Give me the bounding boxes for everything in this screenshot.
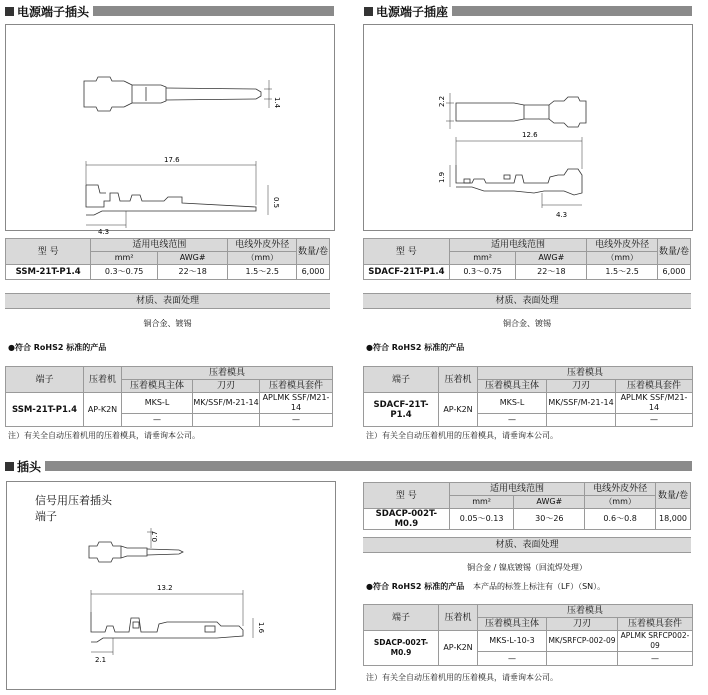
machine-value: AP-K2N: [439, 393, 478, 427]
material-header: 材质、表面处理: [363, 537, 691, 553]
spec-table-plug: [363, 482, 691, 530]
dim-base-label: 4.3: [98, 228, 110, 236]
blade-value: MK/SRFCP-002-09: [547, 631, 618, 652]
drawing-plug: [6, 481, 336, 690]
rohs-label: ●符合 RoHS2 标准的产品: [366, 343, 465, 352]
awg-value: 22～18: [516, 265, 587, 280]
col-mm2: mm²: [449, 496, 514, 509]
col-wire-range: 适用电线范围: [449, 483, 585, 496]
dim-length-label: 17.6: [164, 156, 180, 164]
rohs-line: [366, 582, 686, 592]
die-body-value: MKS-L: [478, 393, 547, 414]
blade-value: MK/SSF/M-21-14: [547, 393, 616, 414]
col-wire-range: 适用电线范围: [449, 239, 587, 252]
die-body-value: MKS-L-10-3: [478, 631, 547, 652]
col-outer-unit: （mm）: [228, 252, 297, 265]
model-value: SDACP-002T-M0.9: [364, 509, 450, 530]
dash-cell: —: [618, 652, 693, 666]
dim-side-label: 1.6: [257, 622, 265, 634]
drawing-receptacle-terminal: [363, 24, 693, 231]
col-machine: 压着机: [84, 367, 122, 393]
rohs-label: ●符合 RoHS2 标准的产品: [366, 582, 465, 591]
terminal-value: SDACF-21T-P1.4: [364, 393, 439, 427]
terminal-value: SSM-21T-P1.4: [6, 393, 84, 427]
model-value: SDACF-21T-P1.4: [364, 265, 450, 280]
dim-length-label: 12.6: [522, 131, 538, 139]
outer-value: 1.5～2.5: [228, 265, 297, 280]
mm2-value: 0.05～0.13: [449, 509, 514, 530]
dim-side-label: 1.9: [438, 171, 446, 183]
col-outer: 电线外皮外径: [585, 483, 656, 496]
dim-pin-label: 0.7: [151, 530, 159, 542]
col-blade: 刀刃: [547, 618, 618, 631]
col-die-body: 压着模具主体: [478, 618, 547, 631]
kit-value: APLMK SSF/M21-14: [616, 393, 693, 414]
spec-table-receptacle-terminal: [363, 238, 691, 280]
col-blade: 刀刃: [193, 380, 260, 393]
col-machine: 压着机: [439, 605, 478, 631]
dim-base-label: 2.1: [95, 656, 107, 664]
note-text: 注）有关全自动压着机用的压着模具，请垂询本公司。: [8, 431, 200, 440]
rohs-label: ●符合 RoHS2 标准的产品: [8, 343, 107, 352]
col-qty: 数量/卷: [656, 483, 691, 509]
dim-pin-label: 1.4: [273, 97, 281, 109]
dim-side-label: 0.5: [272, 197, 280, 209]
material-value: 铜合金 / 镍底镀锡（回流焊处理）: [467, 563, 587, 572]
col-die: 压着模具: [478, 367, 693, 380]
spec-table-plug-terminal: [5, 238, 330, 280]
section-title-text: 插头: [17, 459, 42, 474]
dim-length-label: 13.2: [157, 584, 173, 592]
mm2-value: 0.3～0.75: [91, 265, 158, 280]
section-title-text: 电源端子插头: [17, 4, 90, 19]
machine-value: AP-K2N: [439, 631, 478, 666]
col-terminal: 端子: [6, 367, 84, 393]
plug-terminal-drawing: [6, 25, 334, 236]
col-model: 型 号: [364, 239, 450, 265]
col-kit: 压着模具套件: [616, 380, 693, 393]
section-marker-icon: [364, 7, 373, 16]
mm2-value: 0.3～0.75: [449, 265, 516, 280]
qty-value: 18,000: [656, 509, 691, 530]
col-qty: 数量/卷: [658, 239, 691, 265]
col-machine: 压着机: [439, 367, 478, 393]
qty-value: 6,000: [658, 265, 691, 280]
col-outer-unit: （mm）: [585, 496, 656, 509]
blade-value: MK/SSF/M-21-14: [193, 393, 260, 414]
dim-base-label: 4.3: [556, 211, 568, 219]
col-terminal: 端子: [364, 605, 439, 631]
caption-line2: 端子: [35, 510, 57, 523]
col-blade: 刀刃: [547, 380, 616, 393]
note-text: 注）有关全自动压着机用的压着模具，请垂询本公司。: [366, 673, 558, 682]
dim-height-label: 2.2: [438, 95, 446, 107]
col-kit: 压着模具套件: [260, 380, 333, 393]
caption-line1: 信号用压着插头: [35, 494, 112, 507]
outer-value: 0.6～0.8: [585, 509, 656, 530]
tool-table-plug: [363, 604, 693, 666]
col-awg: AWG#: [157, 252, 228, 265]
outer-value: 1.5～2.5: [587, 265, 658, 280]
col-qty: 数量/卷: [297, 239, 330, 265]
col-outer: 电线外皮外径: [228, 239, 297, 252]
dash-cell: —: [478, 652, 547, 666]
material-header: 材质、表面处理: [363, 293, 691, 309]
section-title-receptacle-terminal: [364, 4, 692, 18]
receptacle-terminal-drawing: [364, 25, 692, 230]
dash-cell: —: [478, 414, 547, 427]
col-model: 型 号: [364, 483, 450, 509]
col-die: 压着模具: [122, 367, 333, 380]
col-outer: 电线外皮外径: [587, 239, 658, 252]
rohs-extra: 本产品的标签上标注有（LF）（SN）。: [473, 582, 606, 591]
section-title-text: 电源端子插座: [376, 4, 449, 19]
material-value: 铜合金、镀锡: [143, 319, 192, 328]
col-die: 压着模具: [478, 605, 693, 618]
col-terminal: 端子: [364, 367, 439, 393]
terminal-value: SDACP-002T-M0.9: [364, 631, 439, 666]
col-die-body: 压着模具主体: [122, 380, 193, 393]
col-mm2: mm²: [91, 252, 158, 265]
tool-table-plug-terminal: [5, 366, 333, 427]
machine-value: AP-K2N: [84, 393, 122, 427]
col-outer-unit: （mm）: [587, 252, 658, 265]
material-value: 铜合金、镀锡: [503, 319, 551, 328]
kit-value: APLMK SRFCP002-09: [618, 631, 693, 652]
awg-value: 22～18: [157, 265, 228, 280]
qty-value: 6,000: [297, 265, 330, 280]
col-awg: AWG#: [514, 496, 585, 509]
section-title-bar: [45, 461, 692, 471]
model-value: SSM-21T-P1.4: [6, 265, 91, 280]
col-awg: AWG#: [516, 252, 587, 265]
awg-value: 30～26: [514, 509, 585, 530]
section-title-plug: [5, 459, 692, 473]
dash-cell: —: [122, 414, 193, 427]
kit-value: APLMK SSF/M21-14: [260, 393, 333, 414]
material-header: 材质、表面处理: [5, 293, 330, 309]
section-title-bar: [452, 6, 692, 16]
section-title-bar: [93, 6, 334, 16]
dash-cell: —: [260, 414, 333, 427]
section-marker-icon: [5, 7, 14, 16]
drawing-plug-terminal: [5, 24, 335, 236]
col-wire-range: 适用电线范围: [91, 239, 228, 252]
col-kit: 压着模具套件: [618, 618, 693, 631]
section-title-plug-terminal: [5, 4, 334, 18]
note-text: 注）有关全自动压着机用的压着模具，请垂询本公司。: [366, 431, 558, 440]
col-model: 型 号: [6, 239, 91, 265]
col-mm2: mm²: [449, 252, 516, 265]
tool-table-receptacle-terminal: [363, 366, 693, 427]
section-marker-icon: [5, 462, 14, 471]
die-body-value: MKS-L: [122, 393, 193, 414]
dash-cell: —: [616, 414, 693, 427]
col-die-body: 压着模具主体: [478, 380, 547, 393]
